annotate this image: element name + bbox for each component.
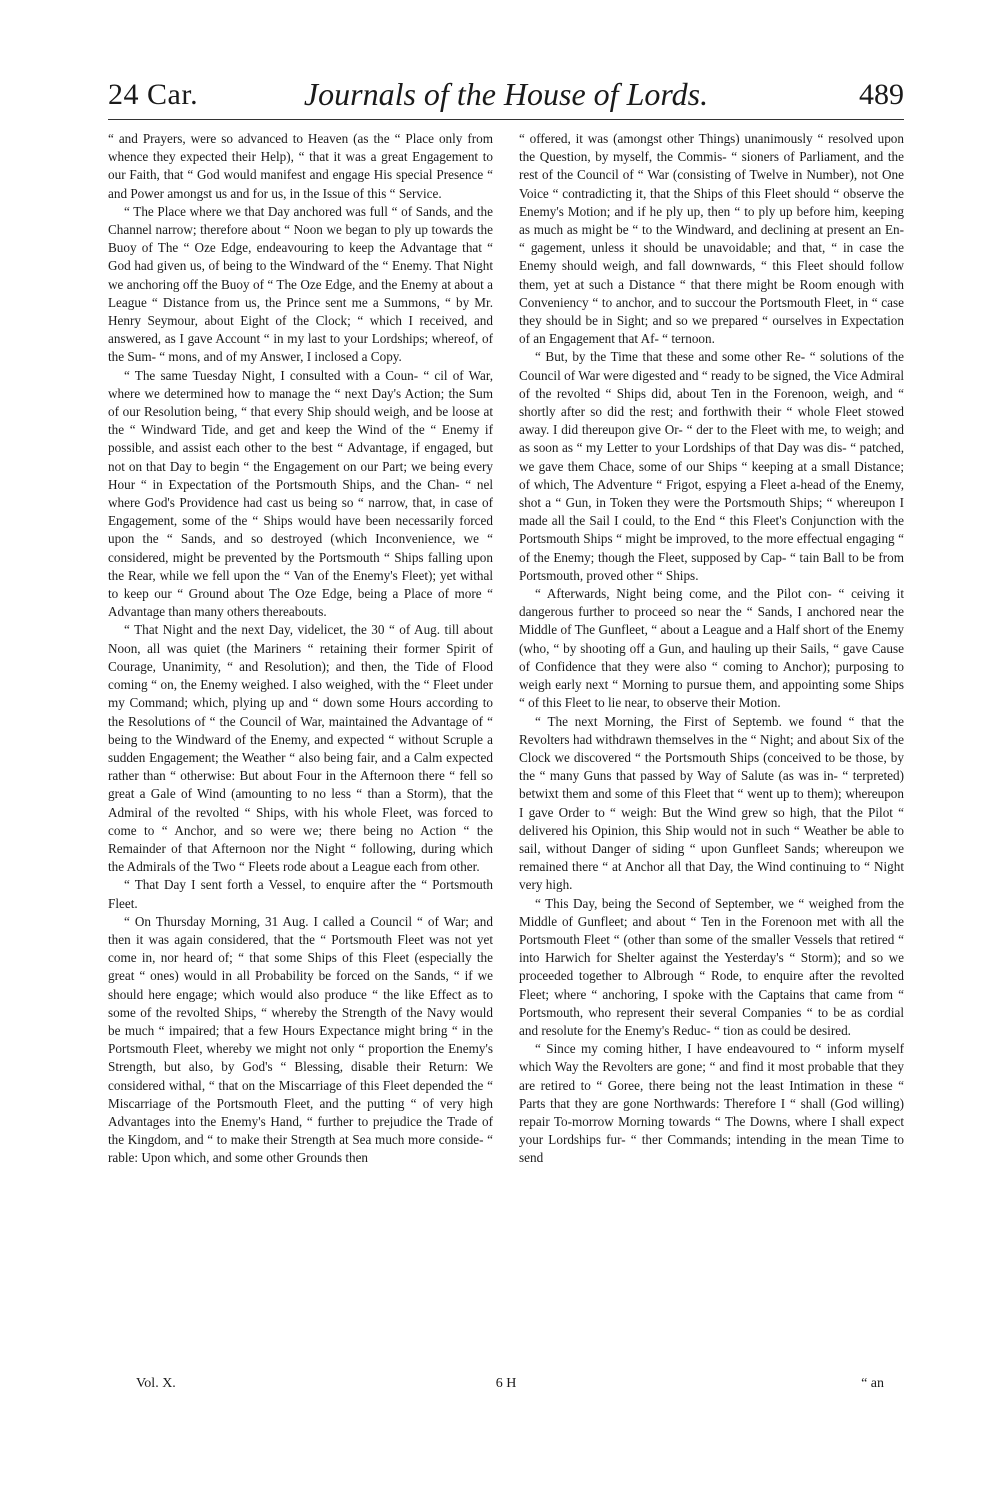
paragraph: “ That Day I sent forth a Vessel, to enquire after the “ Portsmouth Fleet. (108, 877, 493, 911)
paragraph: “ But, by the Time that these and some other Re- “ solutions of the Council of War were digested and “ ready to be signed, the Vice Admiral of the revolted “ Ships did, about Ten in the Forenoon, weigh, and “ shortly after so did the rest; and forthwith their “ whole Fleet stowed away. I did thereupon give Or- “ der to the Fleet with me, to weigh; and as soon as “ my Letter to your Lordships of that Day was dis- “ patched, we gave them Chace, some of our Ships “ keeping at a small Distance; of which, The Adventure “ Frigot, espying a Fleet a-head of the Enemy, shot a “ Gun, in Token they were the Portsmouth Ships; “ whereupon I made all the Sail I could, to the End “ this Fleet's Conjunction with the Portsmouth Ships “ might be improved, to the more effectual engaging “ of the Enemy; though the Fleet, supposed by Cap- “ tain Ball to be from Portsmouth, proved other “ Ships. (519, 349, 904, 583)
left-column (108, 130, 493, 1168)
paragraph: “ That Night and the next Day, videlicet, the 30 “ of Aug. till about Noon, all was quiet (the Mariners “ retaining their former Spirit of Courage, Unanimity, “ and Resolution); and then, the Tide of Flood coming “ on, the Enemy weighed. I also weighed, with the “ Fleet under my Command; which, plying up and “ down some Hours according to the Resolutions of “ the Council of War, maintained the Advantage of “ being to the Windward of the Enemy, and expected “ without Scruple a sudden Engagement; the Weather “ also being fair, and a Calm expected rather than “ otherwise: But about Four in the Afternoon there “ fell so great a Gale of Wind (amounting to no less “ than a Storm), that the Admiral of the revolted “ Ships, with his whole Fleet, was forced to come to “ Anchor, and so were we; there being no Action “ the Remainder of that Afternoon nor the Night “ following, during which the Admirals of the Two “ Fleets rode about a League each from other. (108, 622, 493, 875)
catchword: “ an (861, 1376, 884, 1391)
right-column (519, 130, 904, 1168)
paragraph: “ Afterwards, Night being come, and the Pilot con- “ ceiving it dangerous further to proceed so near the “ Sands, I anchored near the Middle of The Gunfleet, “ about a League and a Half short of the Enemy (who, “ by shooting off a Gun, and hauling up their Sails, “ gave Cause of Confidence that they were also “ coming to Anchor); purposing to weigh early next “ Morning to pursue them, and appointing some Ships “ of this Fleet to lie near, to observe their Motion. (519, 586, 904, 711)
paragraph: “ On Thursday Morning, 31 Aug. I called a Council “ of War; and then it was again considered, that the “ Portsmouth Fleet was not yet come in, nor heard of; “ that some Ships of this Fleet (especially the great “ ones) would in all Probability be forced on the Sands, “ if we should here engage; which would also produce “ the like Effect as to some of the revolted Ships, “ whereby the Strength of the Navy would be much “ impaired; that a few Hours Expectance might bring “ in the Portsmouth Fleet, whereby we might not only “ proportion the Enemy's Strength, but also, by God's “ Blessing, disable their Return: We considered withal, “ that on the Miscarriage of this Fleet depended the “ Miscarriage of the Portsmouth Fleet, and the putting “ of very high Advantages into the Enemy's Hand, “ further to prejudice the Trade of the Kingdom, and “ to make their Strength at Sea much more conside- “ rable: Upon which, and some other Grounds then (108, 913, 493, 1166)
paragraph: “ The next Morning, the First of Septemb. we found “ that the Revolters had withdrawn themselves in the “ Night; and about Six of the Clock we discovered “ the Portsmouth Ships (conceived to be those, by the “ many Guns that passed by Way of Salute (as was in- “ terpreted) betwixt them and some of this Fleet that “ went up to them); whereupon I gave Order to “ weigh: But the Wind grew so high, that the Pilot “ delivered his Opinion, this Ship would not in such “ Weather be able to sail, without Danger of siding “ upon Gunfleet Sands; whereupon we remained there “ at Anchor all that Day, the Wind continuing to “ Night very high. (519, 713, 904, 893)
signature-mark: 6 H (495, 1376, 517, 1391)
paragraph: “ and Prayers, were so advanced to Heaven (as the “ Place only from whence they expected their Help), “ that it was a great Engagement to our Faith, that “ God would manifest and engage His special Presence “ and Power amongst us and for us, in the Issue of this “ Service. (108, 131, 493, 201)
text-columns (108, 130, 904, 1168)
paragraph: “ offered, it was (amongst other Things) unanimously “ resolved upon the Question, by myself, the Commis- “ sioners of Parliament, and the rest of the Council of “ War (consisting of Twelve in Number), not One Voice “ contradicting it, that the Ships of this Fleet should “ observe the Enemy's Motion; and if he ply up, then “ to ply up before him, keeping as much as might be “ to the Windward, and declining at present an En- “ gagement, unless it should be unavoidable; and that, “ in case the Enemy should weigh, and fall downwards, “ this Fleet should follow them, yet at such a Distance “ that there might be Room enough with Conveniency “ to anchor, and to succour the Portsmouth Fleet, in “ case they should be in Sight; and so we prepared “ ourselves in Expectation of an Engagement that Af- “ ternoon. (519, 131, 904, 347)
header-rule (108, 119, 904, 120)
paragraph: “ The same Tuesday Night, I consulted with a Coun- “ cil of War, where we determined how to manage the “ next Day's Action; the Sum of our Resolution being, “ that every Ship should weigh, and be loose at the “ Windward Tide, and get and keep the Wind of the “ Enemy if possible, and assist each other to the best “ Advantage, if engaged, but not on that Day to begin “ the Engagement on our Part; we being every Hour “ in Expectation of the Portsmouth Ships, and the Chan- “ nel where God's Providence had cast us being so “ narrow, that, in case of Engagement, some of the “ Ships would have been necessarily forced upon the “ Sands, and so destroyed (which Inconvenience, we “ considered, might be prevented by the Portsmouth “ Ships falling upon the Rear, while we fell upon the “ Van of the Enemy's Fleet); yet withal to keep our “ Ground about The Oze Edge, being a Place of more “ Advantage than many others thereabouts. (108, 367, 493, 620)
journal-title: Journals of the House of Lords. (303, 76, 709, 112)
page-footer (108, 1376, 904, 1396)
regnal-year: 24 Car. (108, 78, 199, 111)
paragraph: “ The Place where we that Day anchored was full “ of Sands, and the Channel narrow; therefore about “ Noon we began to ply up towards the Buoy of The “ Oze Edge, endeavouring to keep the Advantage that “ God had given us, of being to the Windward of the “ Enemy. That Night we anchoring off the Buoy of “ The Oze Edge, and the Enemy at about a League “ Distance from us, the Prince sent me a Summons, “ by Mr. Henry Seymour, about Eight of the Clock; “ which I received, and answered, as I gave Account “ in my last to your Lordships; whereof, of the Sum- “ mons, and of my Answer, I inclosed a Copy. (108, 203, 493, 365)
running-header (108, 70, 904, 126)
volume-label: Vol. X. (136, 1376, 176, 1391)
paragraph: “ This Day, being the Second of September, we “ weighed from the Middle of Gunfleet; and about “ Ten in the Forenoon met with all the Portsmouth Fleet “ (other than some of the smaller Vessels that retired “ into Harwich for Shelter against the Yesterday's “ Storm); and so we proceeded together to Albrough “ Rode, to enquire after the revolted Fleet; where “ anchoring, I spoke with the Captains that came from “ Portsmouth, who represent their several Companies “ to be as cordial and resolute for the Enemy's Reduc- “ tion as could be desired. (519, 895, 904, 1038)
page-number: 489 (859, 78, 904, 111)
paragraph: “ Since my coming hither, I have endeavoured to “ inform myself which Way the Revolters are gone; “ and find it most probable that they are retired to “ Goree, there being not the least Intimation in these “ Parts that they are gone Northwards: Therefore I “ shall (God willing) repair To-morrow Morning towards “ The Downs, where I shall expect your Lordships fur- “ ther Commands; intending in the mean Time to send (519, 1041, 904, 1166)
